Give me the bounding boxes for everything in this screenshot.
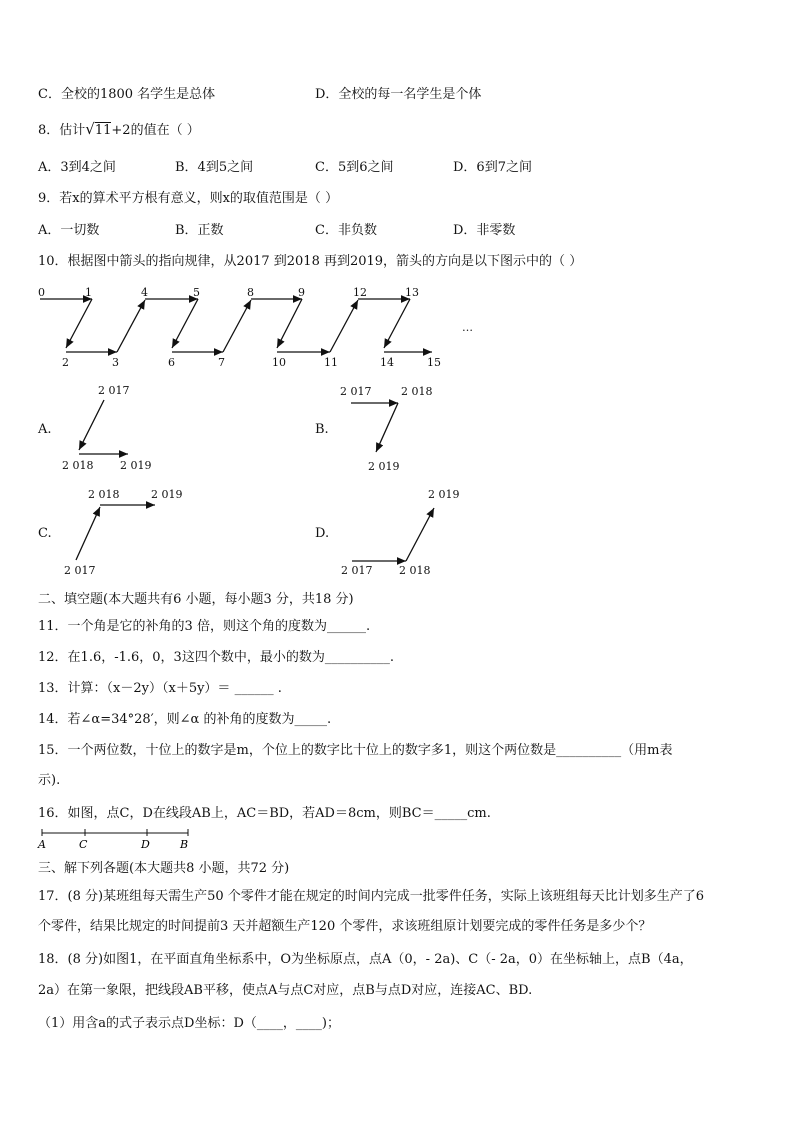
q9-option-b: B．正数	[175, 223, 224, 238]
option-b-2018: 2 018	[401, 385, 433, 398]
option-d-2017: 2 017	[341, 564, 373, 577]
q10-option-c-label: C.	[38, 526, 52, 541]
q14: 14．若∠α=34°28′，则∠α 的补角的度数为_____.	[38, 712, 332, 727]
q18-part1: （1）用含a的式子表示点D坐标：D（____，____)；	[38, 1016, 340, 1031]
q10-option-b-label: B.	[315, 422, 329, 437]
q9-option-a: A．一切数	[38, 223, 100, 238]
option-d-arrows	[352, 508, 434, 561]
option-d-2018: 2 018	[399, 564, 431, 577]
zigzag-label-top-7: 13	[405, 286, 419, 299]
zigzag-label-bottom-6: 14	[380, 356, 394, 369]
zigzag-label-top-3: 5	[193, 286, 200, 299]
q11: 11．一个角是它的补角的3 倍，则这个角的度数为______.	[38, 619, 371, 634]
q8-option-b: B．4到5之间	[175, 160, 254, 175]
q8-stem-pre: 8．估计	[38, 123, 86, 138]
zigzag-label-top-0: 0	[38, 286, 45, 299]
q9-stem: 9．若x的算术平方根有意义，则x的取值范围是（ ）	[38, 191, 339, 206]
zigzag-label-bottom-3: 7	[218, 356, 225, 369]
zigzag-label-top-6: 12	[353, 286, 367, 299]
option-c-2017: 2 017	[64, 564, 96, 577]
q12: 12．在1.6，-1.6，0，3这四个数中，最小的数为__________.	[38, 650, 394, 665]
option-c-arrows	[76, 505, 155, 560]
zigzag-label-bottom-4: 10	[272, 356, 286, 369]
q9-option-d: D．非零数	[453, 223, 516, 238]
zigzag-ellipsis: …	[462, 321, 473, 334]
q7-option-d: D．全校的每一名学生是个体	[315, 87, 482, 102]
q18-line2: 2a）在第一象限，把线段AB平移，使点A与点C对应，点B与点D对应，连接AC、BD.	[38, 983, 533, 998]
zigzag-label-top-4: 8	[247, 286, 254, 299]
section-3-heading: 三、解下列各题(本大题共8 小题，共72 分)	[38, 861, 290, 876]
zigzag-arrow-pattern	[40, 299, 432, 352]
q16: 16．如图，点C，D在线段AB上，AC＝BD，若AD＝8cm，则BC＝_____cm.	[38, 806, 491, 821]
option-a-arrows	[79, 400, 128, 454]
option-a-2018: 2 018	[62, 459, 94, 472]
sqrt-sign: √	[85, 120, 95, 138]
q10-stem: 10．根据图中箭头的指向规律，从2017 到2018 再到2019，箭头的方向是以下图示中的（ ）	[38, 254, 583, 269]
q8-stem-post: 的值在（ ）	[130, 123, 200, 138]
q10-option-a-label: A.	[38, 422, 52, 437]
q8-option-a: A．3到4之间	[38, 160, 116, 175]
zigzag-label-bottom-7: 15	[427, 356, 441, 369]
q16-segment-figure	[37, 829, 188, 851]
zigzag-label-bottom-1: 3	[112, 356, 119, 369]
zigzag-label-bottom-0: 2	[62, 356, 69, 369]
q9-option-c: C．非负数	[315, 223, 377, 238]
zigzag-label-top-1: 1	[85, 286, 92, 299]
q8-option-d: D．6到7之间	[453, 160, 532, 175]
q16-point-a: A	[38, 838, 46, 851]
q17-line2: 个零件，结果比规定的时间提前3 天并超额生产120 个零件，求该班组原计划要完成的零件任务是多少个？	[38, 919, 652, 934]
q16-point-c: C	[79, 838, 88, 851]
q17-line1: 17．(8 分)某班组每天需生产50 个零件才能在规定的时间内完成一批零件任务，实际上该班组每天比计划多生产了6	[38, 889, 705, 904]
q7-option-c: C．全校的1800 名学生是总体	[38, 87, 216, 102]
q15-line1: 15．一个两位数，十位上的数字是m，个位上的数字比十位上的数字多1，则这个两位数是__________（用m表	[38, 743, 673, 758]
option-b-2017: 2 017	[340, 385, 372, 398]
q18-line1: 18．(8 分)如图1，在平面直角坐标系中，O为坐标原点，点A（0，- 2a)、C（- 2a，0）在坐标轴上，点B（4a，	[38, 952, 693, 967]
option-b-arrows	[351, 403, 398, 452]
q8-option-c: C．5到6之间	[315, 160, 394, 175]
q16-point-d: D	[141, 838, 150, 851]
option-a-2019: 2 019	[120, 459, 152, 472]
q8-plus: +2	[111, 123, 131, 138]
q13: 13．计算：（x－2y）（x＋5y）＝ ______ .	[38, 681, 282, 696]
q15-line2: 示).	[38, 773, 61, 788]
zigzag-label-top-5: 9	[298, 286, 305, 299]
option-b-2019: 2 019	[368, 460, 400, 473]
zigzag-label-top-2: 4	[141, 286, 148, 299]
option-c-2019: 2 019	[151, 488, 183, 501]
zigzag-label-bottom-2: 6	[168, 356, 175, 369]
option-a-2017: 2 017	[98, 384, 130, 397]
section-2-heading: 二、填空题(本大题共有6 小题，每小题3 分，共18 分)	[38, 592, 354, 607]
q16-point-b: B	[180, 838, 189, 851]
q8-sqrt-radicand: 11	[94, 123, 112, 138]
q10-option-d-label: D.	[315, 526, 330, 541]
option-d-2019: 2 019	[428, 488, 460, 501]
option-c-2018: 2 018	[88, 488, 120, 501]
zigzag-label-bottom-5: 11	[324, 356, 338, 369]
